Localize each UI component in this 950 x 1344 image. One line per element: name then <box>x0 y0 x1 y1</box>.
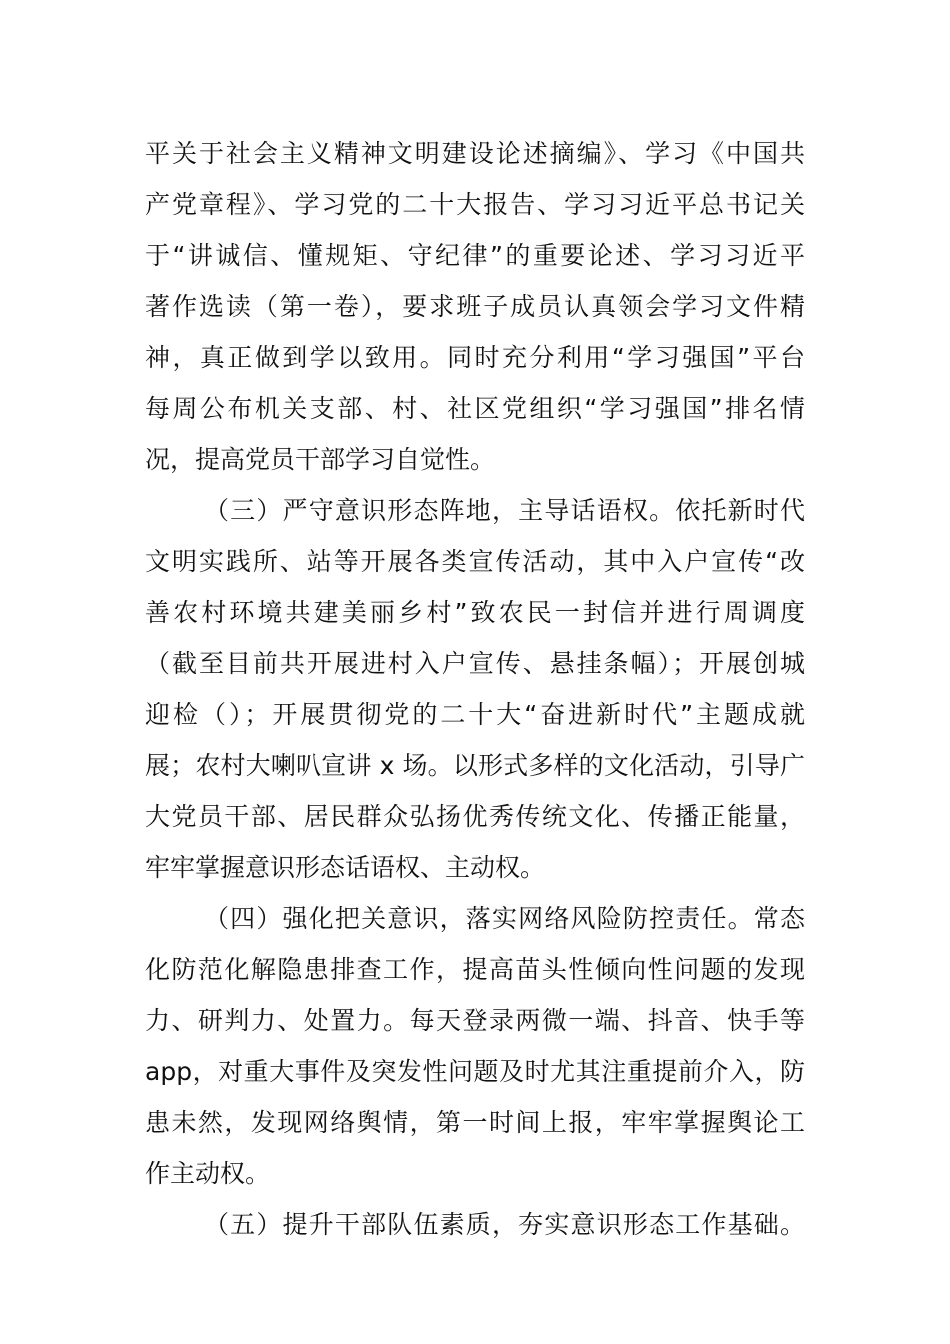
text-line: 牢牢掌握意识形态话语权、主动权。 <box>145 853 546 882</box>
text-line: 大党员干部、居民群众弘扬优秀传统文化、传播正能量， <box>145 802 805 831</box>
text-line: 患未然，发现网络舆情，第一时间上报，牢牢掌握舆论工 <box>145 1108 805 1137</box>
text-line: 展；农村大喇叭宣讲 x 场。以形式多样的文化活动，引导广 <box>145 751 805 780</box>
text-line: 神，真正做到学以致用。同时充分利用“学习强国”平台 <box>145 343 805 372</box>
text-line: 著作选读（第一卷），要求班子成员认真领会学习文件精 <box>145 292 805 321</box>
text-line: app，对重大事件及突发性问题及时尤其注重提前介入，防 <box>145 1057 805 1086</box>
paragraph-heading-5: （五）提升干部队伍素质，夯实意识形态工作基础。 <box>204 1210 805 1239</box>
text-line: 善农村环境共建美丽乡村”致农民一封信并进行周调度 <box>145 598 805 627</box>
text-line: 力、研判力、处置力。每天登录两微一端、抖音、快手等 <box>145 1006 805 1035</box>
text-line: 于“讲诚信、懂规矩、守纪律”的重要论述、学习习近平 <box>145 241 805 270</box>
text-line: 化防范化解隐患排查工作，提高苗头性倾向性问题的发现 <box>145 955 805 984</box>
paragraph-heading-4: （四）强化把关意识，落实网络风险防控责任。常态 <box>204 904 805 933</box>
text-line: （截至目前共开展进村入户宣传、悬挂条幅）；开展创城 <box>145 649 805 678</box>
text-line: 作主动权。 <box>145 1159 271 1188</box>
text-line: 平关于社会主义精神文明建设论述摘编》、学习《中国共 <box>145 139 805 168</box>
text-line: 况，提高党员干部学习自觉性。 <box>145 445 496 474</box>
text-line: 产党章程》、学习党的二十大报告、学习习近平总书记关 <box>145 190 805 219</box>
text-line: 文明实践所、站等开展各类宣传活动，其中入户宣传“改 <box>145 547 805 576</box>
paragraph-heading-3: （三）严守意识形态阵地，主导话语权。依托新时代 <box>204 496 805 525</box>
text-line: 每周公布机关支部、村、社区党组织“学习强国”排名情 <box>145 394 805 423</box>
text-line: 迎检（）；开展贯彻党的二十大“奋进新时代”主题成就 <box>145 700 805 729</box>
